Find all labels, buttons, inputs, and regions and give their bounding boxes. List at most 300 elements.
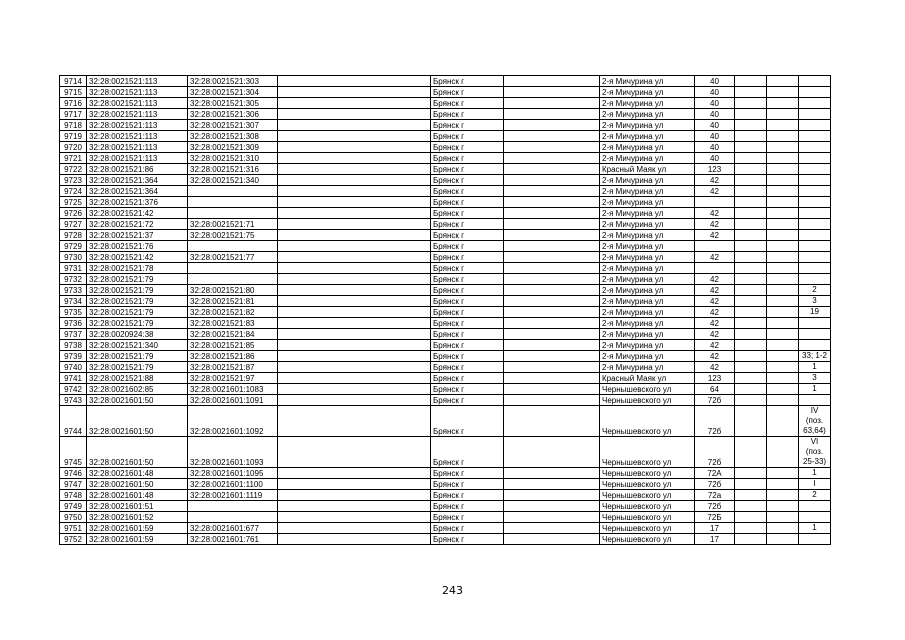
city-cell: Брянск г bbox=[431, 142, 504, 153]
premises-cell: 1 bbox=[799, 523, 831, 534]
premises-cell: 1 bbox=[799, 362, 831, 373]
street-cell: 2-я Мичурина ул bbox=[600, 109, 695, 120]
empty-cell bbox=[504, 131, 600, 142]
house-number-cell: 42 bbox=[695, 175, 735, 186]
empty-cell bbox=[735, 490, 767, 501]
empty-cell bbox=[504, 87, 600, 98]
street-cell: 2-я Мичурина ул bbox=[600, 175, 695, 186]
empty-cell bbox=[767, 384, 799, 395]
empty-cell bbox=[767, 285, 799, 296]
object-cadastral-cell bbox=[188, 501, 278, 512]
empty-cell bbox=[278, 175, 431, 186]
empty-cell bbox=[735, 384, 767, 395]
object-cadastral-cell bbox=[188, 241, 278, 252]
city-cell: Брянск г bbox=[431, 468, 504, 479]
parcel-cadastral-cell: 32:28:0021601:50 bbox=[87, 479, 188, 490]
city-cell: Брянск г bbox=[431, 208, 504, 219]
empty-cell bbox=[735, 285, 767, 296]
parcel-cadastral-cell: 32:28:0021521:37 bbox=[87, 230, 188, 241]
row-number-cell: 9729 bbox=[60, 241, 87, 252]
parcel-cadastral-cell: 32:28:0021521:79 bbox=[87, 274, 188, 285]
house-number-cell: 42 bbox=[695, 340, 735, 351]
street-cell: Чернышевского ул bbox=[600, 384, 695, 395]
city-cell: Брянск г bbox=[431, 406, 504, 437]
object-cadastral-cell: 32:28:0021521:303 bbox=[188, 76, 278, 87]
street-cell: 2-я Мичурина ул bbox=[600, 241, 695, 252]
empty-cell bbox=[767, 490, 799, 501]
city-cell: Брянск г bbox=[431, 296, 504, 307]
object-cadastral-cell: 32:28:0021521:85 bbox=[188, 340, 278, 351]
object-cadastral-cell: 32:28:0021521:86 bbox=[188, 351, 278, 362]
street-cell: Чернышевского ул bbox=[600, 406, 695, 437]
empty-cell bbox=[504, 109, 600, 120]
city-cell: Брянск г bbox=[431, 164, 504, 175]
empty-cell bbox=[767, 241, 799, 252]
premises-cell bbox=[799, 208, 831, 219]
row-number-cell: 9716 bbox=[60, 98, 87, 109]
object-cadastral-cell: 32:28:0021521:309 bbox=[188, 142, 278, 153]
parcel-cadastral-cell: 32:28:0021521:113 bbox=[87, 131, 188, 142]
city-cell: Брянск г bbox=[431, 512, 504, 523]
empty-cell bbox=[735, 142, 767, 153]
parcel-cadastral-cell: 32:28:0021521:79 bbox=[87, 362, 188, 373]
street-cell: 2-я Мичурина ул bbox=[600, 208, 695, 219]
table-row bbox=[60, 131, 831, 142]
object-cadastral-cell: 32:28:0021521:83 bbox=[188, 318, 278, 329]
empty-cell bbox=[278, 523, 431, 534]
table-row bbox=[60, 318, 831, 329]
house-number-cell: 40 bbox=[695, 76, 735, 87]
empty-cell bbox=[504, 406, 600, 437]
empty-cell bbox=[767, 175, 799, 186]
table-row bbox=[60, 219, 831, 230]
premises-cell: 1 bbox=[799, 468, 831, 479]
empty-cell bbox=[735, 208, 767, 219]
empty-cell bbox=[278, 142, 431, 153]
row-number-cell: 9743 bbox=[60, 395, 87, 406]
row-number-cell: 9726 bbox=[60, 208, 87, 219]
empty-cell bbox=[504, 175, 600, 186]
empty-cell bbox=[767, 373, 799, 384]
empty-cell bbox=[504, 98, 600, 109]
premises-cell bbox=[799, 109, 831, 120]
empty-cell bbox=[735, 307, 767, 318]
premises-cell bbox=[799, 534, 831, 545]
table-row bbox=[60, 120, 831, 131]
empty-cell bbox=[735, 534, 767, 545]
object-cadastral-cell: 32:28:0021601:1095 bbox=[188, 468, 278, 479]
empty-cell bbox=[767, 318, 799, 329]
empty-cell bbox=[735, 76, 767, 87]
city-cell: Брянск г bbox=[431, 263, 504, 274]
row-number-cell: 9725 bbox=[60, 197, 87, 208]
empty-cell bbox=[504, 263, 600, 274]
street-cell: 2-я Мичурина ул bbox=[600, 351, 695, 362]
table-row bbox=[60, 274, 831, 285]
empty-cell bbox=[278, 307, 431, 318]
empty-cell bbox=[735, 362, 767, 373]
street-cell: 2-я Мичурина ул bbox=[600, 340, 695, 351]
parcel-cadastral-cell: 32:28:0021601:59 bbox=[87, 534, 188, 545]
premises-cell: 2 bbox=[799, 285, 831, 296]
object-cadastral-cell: 32:28:0021521:87 bbox=[188, 362, 278, 373]
empty-cell bbox=[767, 340, 799, 351]
city-cell: Брянск г bbox=[431, 109, 504, 120]
street-cell: 2-я Мичурина ул bbox=[600, 120, 695, 131]
city-cell: Брянск г bbox=[431, 329, 504, 340]
premises-cell bbox=[799, 230, 831, 241]
empty-cell bbox=[504, 76, 600, 87]
street-cell: 2-я Мичурина ул bbox=[600, 329, 695, 340]
empty-cell bbox=[278, 87, 431, 98]
house-number-cell: 72Б bbox=[695, 512, 735, 523]
object-cadastral-cell: 32:28:0021601:1091 bbox=[188, 395, 278, 406]
table-row bbox=[60, 351, 831, 362]
premises-cell: IV (поз. 63,64) bbox=[799, 406, 831, 437]
empty-cell bbox=[278, 98, 431, 109]
row-number-cell: 9721 bbox=[60, 153, 87, 164]
parcel-cadastral-cell: 32:28:0021521:113 bbox=[87, 109, 188, 120]
premises-cell bbox=[799, 274, 831, 285]
empty-cell bbox=[504, 512, 600, 523]
house-number-cell: 42 bbox=[695, 318, 735, 329]
empty-cell bbox=[735, 512, 767, 523]
house-number-cell: 42 bbox=[695, 274, 735, 285]
row-number-cell: 9731 bbox=[60, 263, 87, 274]
empty-cell bbox=[504, 351, 600, 362]
parcel-cadastral-cell: 32:28:0021601:48 bbox=[87, 468, 188, 479]
city-cell: Брянск г bbox=[431, 230, 504, 241]
empty-cell bbox=[767, 307, 799, 318]
city-cell: Брянск г bbox=[431, 384, 504, 395]
parcel-cadastral-cell: 32:28:0021521:88 bbox=[87, 373, 188, 384]
table-row bbox=[60, 437, 831, 468]
table-row bbox=[60, 109, 831, 120]
city-cell: Брянск г bbox=[431, 490, 504, 501]
street-cell: Чернышевского ул bbox=[600, 468, 695, 479]
empty-cell bbox=[735, 252, 767, 263]
empty-cell bbox=[278, 120, 431, 131]
empty-cell bbox=[735, 153, 767, 164]
empty-cell bbox=[504, 230, 600, 241]
empty-cell bbox=[735, 120, 767, 131]
parcel-cadastral-cell: 32:28:0021521:79 bbox=[87, 296, 188, 307]
premises-cell bbox=[799, 186, 831, 197]
empty-cell bbox=[504, 153, 600, 164]
empty-cell bbox=[278, 131, 431, 142]
row-number-cell: 9747 bbox=[60, 479, 87, 490]
empty-cell bbox=[278, 274, 431, 285]
premises-cell bbox=[799, 340, 831, 351]
parcel-cadastral-cell: 32:28:0021521:79 bbox=[87, 307, 188, 318]
table-row bbox=[60, 153, 831, 164]
object-cadastral-cell: 32:28:0021521:308 bbox=[188, 131, 278, 142]
empty-cell bbox=[767, 406, 799, 437]
table-row bbox=[60, 87, 831, 98]
empty-cell bbox=[767, 87, 799, 98]
empty-cell bbox=[735, 274, 767, 285]
empty-cell bbox=[735, 263, 767, 274]
parcel-cadastral-cell: 32:28:0020924:38 bbox=[87, 329, 188, 340]
empty-cell bbox=[278, 406, 431, 437]
table-row bbox=[60, 523, 831, 534]
object-cadastral-cell bbox=[188, 186, 278, 197]
empty-cell bbox=[767, 252, 799, 263]
empty-cell bbox=[735, 351, 767, 362]
empty-cell bbox=[767, 437, 799, 468]
object-cadastral-cell: 32:28:0021601:1092 bbox=[188, 406, 278, 437]
empty-cell bbox=[767, 230, 799, 241]
row-number-cell: 9718 bbox=[60, 120, 87, 131]
object-cadastral-cell: 32:28:0021601:1119 bbox=[188, 490, 278, 501]
city-cell: Брянск г bbox=[431, 153, 504, 164]
empty-cell bbox=[735, 373, 767, 384]
parcel-cadastral-cell: 32:28:0021521:364 bbox=[87, 175, 188, 186]
empty-cell bbox=[767, 219, 799, 230]
empty-cell bbox=[504, 285, 600, 296]
empty-cell bbox=[504, 373, 600, 384]
parcel-cadastral-cell: 32:28:0021601:50 bbox=[87, 437, 188, 468]
house-number-cell: 42 bbox=[695, 329, 735, 340]
object-cadastral-cell: 32:28:0021521:305 bbox=[188, 98, 278, 109]
empty-cell bbox=[278, 296, 431, 307]
street-cell: 2-я Мичурина ул bbox=[600, 362, 695, 373]
empty-cell bbox=[278, 263, 431, 274]
street-cell: 2-я Мичурина ул bbox=[600, 274, 695, 285]
empty-cell bbox=[278, 252, 431, 263]
empty-cell bbox=[735, 501, 767, 512]
row-number-cell: 9724 bbox=[60, 186, 87, 197]
empty-cell bbox=[767, 512, 799, 523]
empty-cell bbox=[278, 219, 431, 230]
table-row bbox=[60, 296, 831, 307]
empty-cell bbox=[278, 340, 431, 351]
city-cell: Брянск г bbox=[431, 87, 504, 98]
empty-cell bbox=[735, 164, 767, 175]
premises-cell bbox=[799, 98, 831, 109]
empty-cell bbox=[278, 241, 431, 252]
parcel-cadastral-cell: 32:28:0021602:85 bbox=[87, 384, 188, 395]
empty-cell bbox=[767, 197, 799, 208]
row-number-cell: 9728 bbox=[60, 230, 87, 241]
table-body bbox=[60, 76, 831, 545]
street-cell: 2-я Мичурина ул bbox=[600, 76, 695, 87]
parcel-cadastral-cell: 32:28:0021521:113 bbox=[87, 98, 188, 109]
table-row bbox=[60, 501, 831, 512]
table-row bbox=[60, 395, 831, 406]
city-cell: Брянск г bbox=[431, 197, 504, 208]
empty-cell bbox=[504, 296, 600, 307]
empty-cell bbox=[504, 219, 600, 230]
object-cadastral-cell: 32:28:0021521:316 bbox=[188, 164, 278, 175]
city-cell: Брянск г bbox=[431, 534, 504, 545]
house-number-cell: 42 bbox=[695, 252, 735, 263]
city-cell: Брянск г bbox=[431, 362, 504, 373]
empty-cell bbox=[767, 501, 799, 512]
empty-cell bbox=[504, 120, 600, 131]
premises-cell bbox=[799, 263, 831, 274]
house-number-cell: 40 bbox=[695, 87, 735, 98]
row-number-cell: 9732 bbox=[60, 274, 87, 285]
premises-cell bbox=[799, 164, 831, 175]
parcel-cadastral-cell: 32:28:0021521:113 bbox=[87, 76, 188, 87]
parcel-cadastral-cell: 32:28:0021521:113 bbox=[87, 142, 188, 153]
city-cell: Брянск г bbox=[431, 351, 504, 362]
empty-cell bbox=[767, 523, 799, 534]
object-cadastral-cell: 32:28:0021601:1100 bbox=[188, 479, 278, 490]
empty-cell bbox=[767, 468, 799, 479]
premises-cell bbox=[799, 512, 831, 523]
empty-cell bbox=[735, 98, 767, 109]
empty-cell bbox=[735, 230, 767, 241]
empty-cell bbox=[278, 186, 431, 197]
row-number-cell: 9744 bbox=[60, 406, 87, 437]
parcel-cadastral-cell: 32:28:0021601:48 bbox=[87, 490, 188, 501]
parcel-cadastral-cell: 32:28:0021521:79 bbox=[87, 351, 188, 362]
empty-cell bbox=[504, 437, 600, 468]
table-row bbox=[60, 340, 831, 351]
house-number-cell: 123 bbox=[695, 373, 735, 384]
object-cadastral-cell bbox=[188, 512, 278, 523]
city-cell: Брянск г bbox=[431, 120, 504, 131]
table-row bbox=[60, 307, 831, 318]
row-number-cell: 9752 bbox=[60, 534, 87, 545]
premises-cell: 33; 1-2 bbox=[799, 351, 831, 362]
table-row bbox=[60, 479, 831, 490]
empty-cell bbox=[278, 109, 431, 120]
street-cell: 2-я Мичурина ул bbox=[600, 263, 695, 274]
parcel-cadastral-cell: 32:28:0021601:50 bbox=[87, 395, 188, 406]
street-cell: Чернышевского ул bbox=[600, 523, 695, 534]
street-cell: Чернышевского ул bbox=[600, 512, 695, 523]
empty-cell bbox=[278, 437, 431, 468]
object-cadastral-cell: 32:28:0021521:71 bbox=[188, 219, 278, 230]
empty-cell bbox=[504, 142, 600, 153]
empty-cell bbox=[767, 479, 799, 490]
parcel-cadastral-cell: 32:28:0021521:79 bbox=[87, 318, 188, 329]
house-number-cell: 40 bbox=[695, 131, 735, 142]
premises-cell bbox=[799, 131, 831, 142]
premises-cell bbox=[799, 219, 831, 230]
empty-cell bbox=[767, 164, 799, 175]
empty-cell bbox=[504, 252, 600, 263]
table-row bbox=[60, 406, 831, 437]
table-row bbox=[60, 490, 831, 501]
empty-cell bbox=[735, 479, 767, 490]
table-row bbox=[60, 175, 831, 186]
house-number-cell: 40 bbox=[695, 153, 735, 164]
empty-cell bbox=[767, 208, 799, 219]
house-number-cell: 42 bbox=[695, 208, 735, 219]
empty-cell bbox=[504, 274, 600, 285]
object-cadastral-cell bbox=[188, 274, 278, 285]
house-number-cell: 72а bbox=[695, 490, 735, 501]
empty-cell bbox=[767, 351, 799, 362]
city-cell: Брянск г bbox=[431, 131, 504, 142]
city-cell: Брянск г bbox=[431, 318, 504, 329]
street-cell: Чернышевского ул bbox=[600, 479, 695, 490]
empty-cell bbox=[735, 437, 767, 468]
table-row bbox=[60, 373, 831, 384]
city-cell: Брянск г bbox=[431, 274, 504, 285]
house-number-cell bbox=[695, 263, 735, 274]
table-row bbox=[60, 252, 831, 263]
city-cell: Брянск г bbox=[431, 98, 504, 109]
empty-cell bbox=[504, 479, 600, 490]
empty-cell bbox=[504, 468, 600, 479]
city-cell: Брянск г bbox=[431, 523, 504, 534]
premises-cell bbox=[799, 120, 831, 131]
parcel-cadastral-cell: 32:28:0021521:72 bbox=[87, 219, 188, 230]
table-row bbox=[60, 164, 831, 175]
house-number-cell: 17 bbox=[695, 534, 735, 545]
object-cadastral-cell: 32:28:0021521:306 bbox=[188, 109, 278, 120]
object-cadastral-cell: 32:28:0021601:1093 bbox=[188, 437, 278, 468]
table-row bbox=[60, 534, 831, 545]
city-cell: Брянск г bbox=[431, 437, 504, 468]
empty-cell bbox=[767, 362, 799, 373]
house-number-cell bbox=[695, 197, 735, 208]
empty-cell bbox=[767, 395, 799, 406]
parcel-cadastral-cell: 32:28:0021521:364 bbox=[87, 186, 188, 197]
parcel-cadastral-cell: 32:28:0021521:340 bbox=[87, 340, 188, 351]
empty-cell bbox=[278, 208, 431, 219]
house-number-cell: 40 bbox=[695, 98, 735, 109]
row-number-cell: 9745 bbox=[60, 437, 87, 468]
city-cell: Брянск г bbox=[431, 395, 504, 406]
house-number-cell: 42 bbox=[695, 230, 735, 241]
city-cell: Брянск г bbox=[431, 307, 504, 318]
row-number-cell: 9737 bbox=[60, 329, 87, 340]
house-number-cell: 42 bbox=[695, 351, 735, 362]
street-cell: 2-я Мичурина ул bbox=[600, 153, 695, 164]
parcel-cadastral-cell: 32:28:0021521:113 bbox=[87, 120, 188, 131]
object-cadastral-cell: 32:28:0021521:75 bbox=[188, 230, 278, 241]
premises-cell bbox=[799, 175, 831, 186]
object-cadastral-cell: 32:28:0021521:97 bbox=[188, 373, 278, 384]
parcel-cadastral-cell: 32:28:0021521:113 bbox=[87, 153, 188, 164]
object-cadastral-cell: 32:28:0021521:81 bbox=[188, 296, 278, 307]
object-cadastral-cell: 32:28:0021521:84 bbox=[188, 329, 278, 340]
premises-cell bbox=[799, 76, 831, 87]
premises-cell: 19 bbox=[799, 307, 831, 318]
empty-cell bbox=[735, 318, 767, 329]
empty-cell bbox=[278, 362, 431, 373]
empty-cell bbox=[278, 318, 431, 329]
empty-cell bbox=[767, 153, 799, 164]
street-cell: Чернышевского ул bbox=[600, 490, 695, 501]
empty-cell bbox=[278, 395, 431, 406]
empty-cell bbox=[504, 534, 600, 545]
empty-cell bbox=[278, 230, 431, 241]
city-cell: Брянск г bbox=[431, 76, 504, 87]
empty-cell bbox=[504, 164, 600, 175]
table-row bbox=[60, 186, 831, 197]
house-number-cell: 64 bbox=[695, 384, 735, 395]
premises-cell bbox=[799, 318, 831, 329]
empty-cell bbox=[504, 241, 600, 252]
empty-cell bbox=[278, 384, 431, 395]
row-number-cell: 9722 bbox=[60, 164, 87, 175]
house-number-cell: 40 bbox=[695, 142, 735, 153]
parcel-cadastral-cell: 32:28:0021521:113 bbox=[87, 87, 188, 98]
empty-cell bbox=[504, 307, 600, 318]
row-number-cell: 9751 bbox=[60, 523, 87, 534]
street-cell: 2-я Мичурина ул bbox=[600, 318, 695, 329]
street-cell: Красный Маяк ул bbox=[600, 373, 695, 384]
city-cell: Брянск г bbox=[431, 479, 504, 490]
empty-cell bbox=[504, 340, 600, 351]
